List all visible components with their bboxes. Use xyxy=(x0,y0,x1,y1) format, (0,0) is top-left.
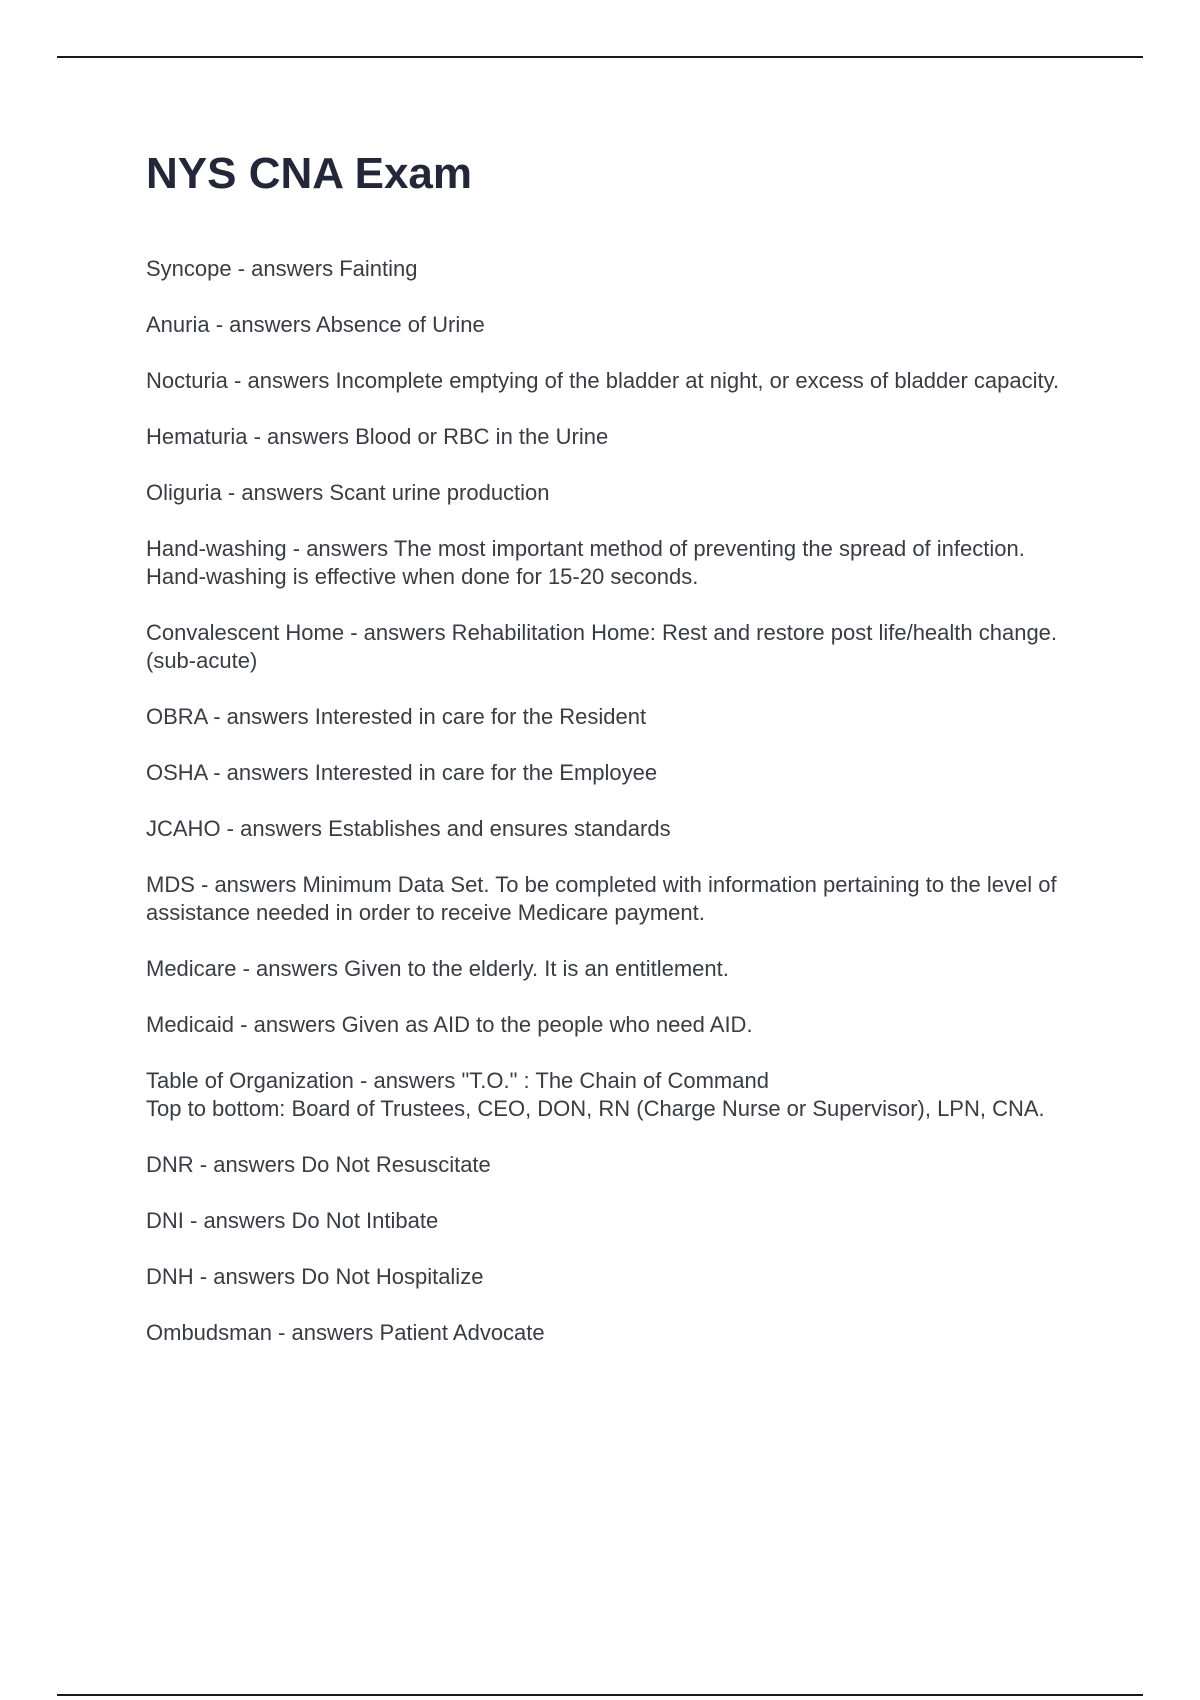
header-divider xyxy=(57,56,1143,58)
list-item: Syncope - answers Fainting xyxy=(146,256,418,281)
list-item: Hand-washing - answers The most important method of preventing the spread of infection. Hand-washing is effective when done for 15-20 seconds. xyxy=(146,536,1025,589)
list-item: OBRA - answers Interested in care for the Resident xyxy=(146,704,647,729)
list-item: Table of Organization - answers "T.O." : The Chain of Command Top to bottom: Board of Trustees, CEO, DON, RN (Charge Nurse or Supervisor), LPN, CNA. xyxy=(146,1068,1045,1121)
entry-list xyxy=(146,255,1086,1375)
footer-divider xyxy=(57,1694,1143,1696)
list-item: OSHA - answers Interested in care for the Employee xyxy=(146,760,658,785)
list-item: DNR - answers Do Not Resuscitate xyxy=(146,1152,491,1177)
list-item: Hematuria - answers Blood or RBC in the Urine xyxy=(146,424,609,449)
list-item: Medicaid - answers Given as AID to the people who need AID. xyxy=(146,1012,753,1037)
document-title: NYS CNA Exam xyxy=(146,149,473,198)
list-item: DNH - answers Do Not Hospitalize xyxy=(146,1264,484,1289)
list-item: Medicare - answers Given to the elderly. It is an entitlement. xyxy=(146,956,729,981)
list-item: Nocturia - answers Incomplete emptying of the bladder at night, or excess of bladder capacity. xyxy=(146,368,1060,393)
list-item: MDS - answers Minimum Data Set. To be completed with information pertaining to the level of assistance needed in order to receive Medicare payment. xyxy=(146,872,1057,925)
list-item: Convalescent Home - answers Rehabilitation Home: Rest and restore post life/health change. (sub-acute) xyxy=(146,620,1058,673)
list-item: Anuria - answers Absence of Urine xyxy=(146,312,485,337)
list-item: Oliguria - answers Scant urine production xyxy=(146,480,550,505)
list-item: JCAHO - answers Establishes and ensures standards xyxy=(146,816,671,841)
list-item: Ombudsman - answers Patient Advocate xyxy=(146,1320,545,1345)
list-item: DNI - answers Do Not Intibate xyxy=(146,1208,439,1233)
